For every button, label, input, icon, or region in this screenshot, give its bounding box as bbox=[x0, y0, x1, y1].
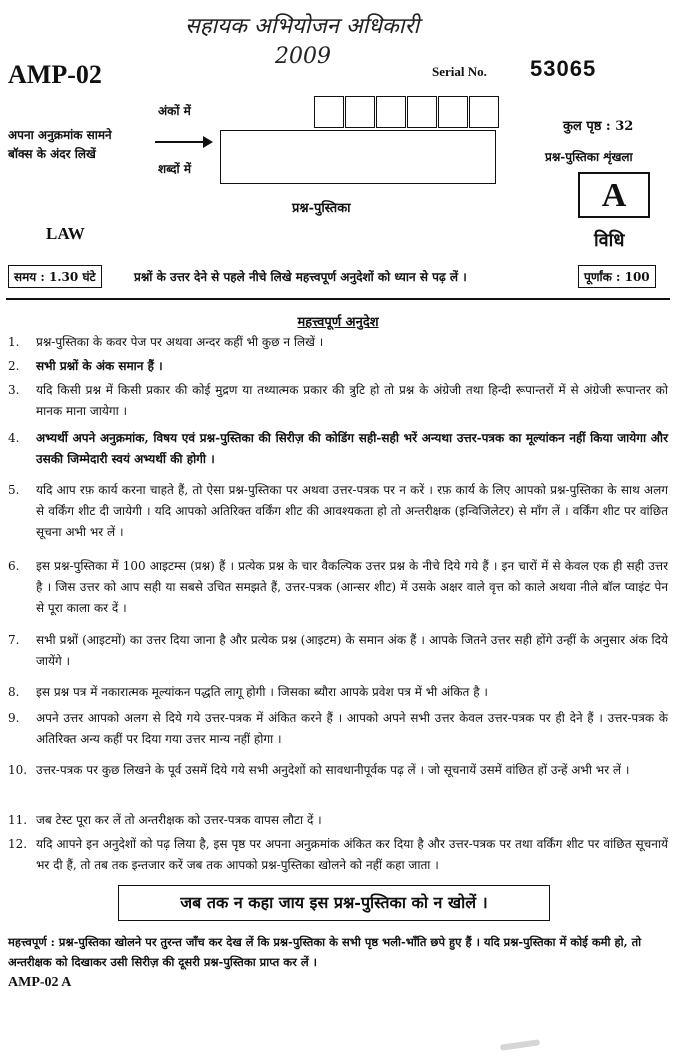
do-not-open-banner: जब तक न कहा जाय इस प्रश्न-पुस्तिका को न खोलें । bbox=[118, 885, 550, 921]
instruction-text: यदि आप रफ़ कार्य करना चाहते हैं, तो ऐसा प्रश्न-पुस्तिका पर अथवा उत्तर-पत्रक पर न करें । रफ़ कार्य के लिए आपको प्रश्न-पुस्तिका के साथ अलग से वर्किंग शीट दी जायेगी । यदि आपको अतिरिक्त वर्किंग शीट की आवश्यकता हो तो अन्तरीक्षक (इन्विजिलेटर) से माँग लें । वर्किंग शीट पर वांछित सूचना अभी भर लें । bbox=[36, 483, 668, 539]
instruction-number: 1. bbox=[8, 335, 20, 349]
serial-number: 53065 bbox=[530, 56, 597, 81]
instruction-text: सभी प्रश्नों के अंक समान हैं । bbox=[36, 359, 163, 373]
booklet-series-box: A bbox=[578, 172, 650, 218]
instruction-text: इस प्रश्न-पुस्तिका में 100 आइटम्स (प्रश्न) हैं । प्रत्येक प्रश्न के चार वैकल्पिक उत्तर प्रश्न के नीचे दिये गये हैं । इन चारों में से केवल एक ही सही उत्तर है । जिस उत्तर को आप सही या सबसे उचित समझते हैं, उत्तर-पत्रक (आन्सर शीट) में उसके अक्षर वाले वृत्त को काले अथवा नीले बॉल प्वाइंट पेन से पूरा काला कर दें । bbox=[36, 559, 668, 615]
booklet-series-label: प्रश्न-पुस्तिका शृंखला bbox=[545, 150, 633, 164]
read-instructions-notice: प्रश्नों के उत्तर देने से पहले नीचे लिखे महत्त्वपूर्ण अनुदेशों को ध्यान से पढ़ लें । bbox=[134, 270, 467, 284]
scan-smudge bbox=[500, 1039, 540, 1051]
divider bbox=[6, 298, 670, 300]
instruction-number: 5. bbox=[8, 483, 20, 497]
instruction-text: इस प्रश्न पत्र में नकारात्मक मूल्यांकन पद्धति लागू होगी । जिसका ब्यौरा आपके प्रवेश पत्र में भी अंकित है । bbox=[36, 685, 488, 699]
instruction-number: 10. bbox=[8, 763, 28, 777]
total-pages: कुल पृष्ठ : 32 bbox=[563, 119, 634, 134]
instruction-number: 4. bbox=[8, 431, 20, 445]
instruction-number: 12. bbox=[8, 837, 28, 851]
paper-code: AMP-02 bbox=[8, 60, 102, 89]
instruction-text: अपने उत्तर आपको अलग से दिये गये उत्तर-पत्रक में अंकित करने हैं । आपको अपने सभी उत्तर केवल उत्तर-पत्रक पर ही देने हैं । उत्तर-पत्रक के अतिरिक्त अन्य कहीं पर दिया गया उत्तर मान्य नहीं होगा । bbox=[36, 711, 668, 746]
booklet-title: प्रश्न-पुस्तिका bbox=[292, 201, 351, 216]
instruction-number: 8. bbox=[8, 685, 20, 699]
subject-hi: विधि bbox=[594, 230, 625, 251]
time-box: समय : 1.30 घंटे bbox=[8, 265, 102, 288]
instruction-text: उत्तर-पत्रक पर कुछ लिखने के पूर्व उसमें दिये गये सभी अनुदेशों को सावधानीपूर्वक पढ़ लें । जो सूचनायें उसमें वांछित हों उन्हें अभी भर लें । bbox=[36, 763, 630, 777]
roll-digit-box[interactable] bbox=[314, 96, 344, 128]
roll-number-words-box[interactable] bbox=[220, 130, 496, 184]
instruction-number: 2. bbox=[8, 359, 20, 373]
instruction-text: यदि आपने इन अनुदेशों को पढ़ लिया है, इस पृष्ठ पर अपना अनुक्रमांक अंकित कर दिया है और उत्तर-पत्रक पर तथा वर्किंग शीट पर वांछित सूचनायें भर दी हैं, तो तब तक इन्तजार करें जब तक आपको प्रश्न-पुस्तिका खोलने को नहीं कहा जाता । bbox=[36, 837, 668, 872]
roll-instruction-1: अपना अनुक्रमांक सामने bbox=[8, 128, 112, 142]
instruction-number: 9. bbox=[8, 711, 20, 725]
instructions-title: महत्त्वपूर्ण अनुदेश bbox=[297, 315, 379, 330]
in-figures-label: अंकों में bbox=[158, 104, 191, 118]
instruction-text: अभ्यर्थी अपने अनुक्रमांक, विषय एवं प्रश्न-पुस्तिका की सिरीज़ की कोडिंग सही-सही भरें अन्यथा उत्तर-पत्रक का मूल्यांकन नहीं किया जायेगा और उसकी जिम्मेदारी स्वयं अभ्यर्थी की होगी । bbox=[36, 431, 668, 466]
footer-code: AMP-02 A bbox=[8, 975, 72, 990]
instruction-text: जब टेस्ट पूरा कर लें तो अन्तरीक्षक को उत्तर-पत्रक वापस लौटा दें । bbox=[36, 813, 322, 827]
instruction-text: प्रश्न-पुस्तिका के कवर पेज पर अथवा अन्दर कहीं भी कुछ न लिखें । bbox=[36, 335, 324, 349]
roll-digit-box[interactable] bbox=[438, 96, 468, 128]
instruction-text: यदि किसी प्रश्न में किसी प्रकार की कोई मुद्रण या तथ्यात्मक प्रकार की त्रुटि हो तो प्रश्न के अंग्रेजी तथा हिन्दी रूपान्तरों में से अंग्रेजी रूपान्तर को मानक माना जायेगा । bbox=[36, 383, 668, 418]
instruction-number: 7. bbox=[8, 633, 20, 647]
roll-digit-box[interactable] bbox=[407, 96, 437, 128]
handwritten-year: 2009 bbox=[275, 44, 331, 69]
arrow-icon bbox=[155, 141, 211, 143]
max-marks-box: पूर्णांक : 100 bbox=[578, 265, 656, 288]
instruction-number: 6. bbox=[8, 559, 20, 573]
roll-number-figures-box[interactable] bbox=[314, 96, 500, 128]
in-words-label: शब्दों में bbox=[158, 162, 191, 176]
important-note: महत्त्वपूर्ण : प्रश्न-पुस्तिका खोलने पर तुरन्त जाँच कर देख लें कि प्रश्न-पुस्तिका के सभी पृष्ठ भली-भाँति छपे हुए हैं । यदि प्रश्न-पुस्तिका में कोई कमी हो, तो अन्तरीक्षक को दिखाकर उसी सिरीज़ की दूसरी प्रश्न-पुस्तिका प्राप्त कर लें । bbox=[8, 935, 642, 969]
serial-label: Serial No. bbox=[432, 64, 487, 79]
roll-digit-box[interactable] bbox=[469, 96, 499, 128]
roll-digit-box[interactable] bbox=[345, 96, 375, 128]
instruction-text: सभी प्रश्नों (आइटमों) का उत्तर दिया जाना है और प्रत्येक प्रश्न (आइटम) के समान अंक हैं । आपके जितने उत्तर सही होंगे उन्हीं के अनुसार अंक दिये जायेंगे । bbox=[36, 633, 668, 668]
roll-instruction-2: बॉक्स के अंदर लिखें bbox=[8, 147, 96, 161]
roll-digit-box[interactable] bbox=[376, 96, 406, 128]
instruction-number: 11. bbox=[8, 813, 28, 827]
subject-en: LAW bbox=[46, 224, 85, 243]
instruction-number: 3. bbox=[8, 383, 20, 397]
handwritten-title: सहायक अभियोजन अधिकारी bbox=[185, 14, 420, 39]
